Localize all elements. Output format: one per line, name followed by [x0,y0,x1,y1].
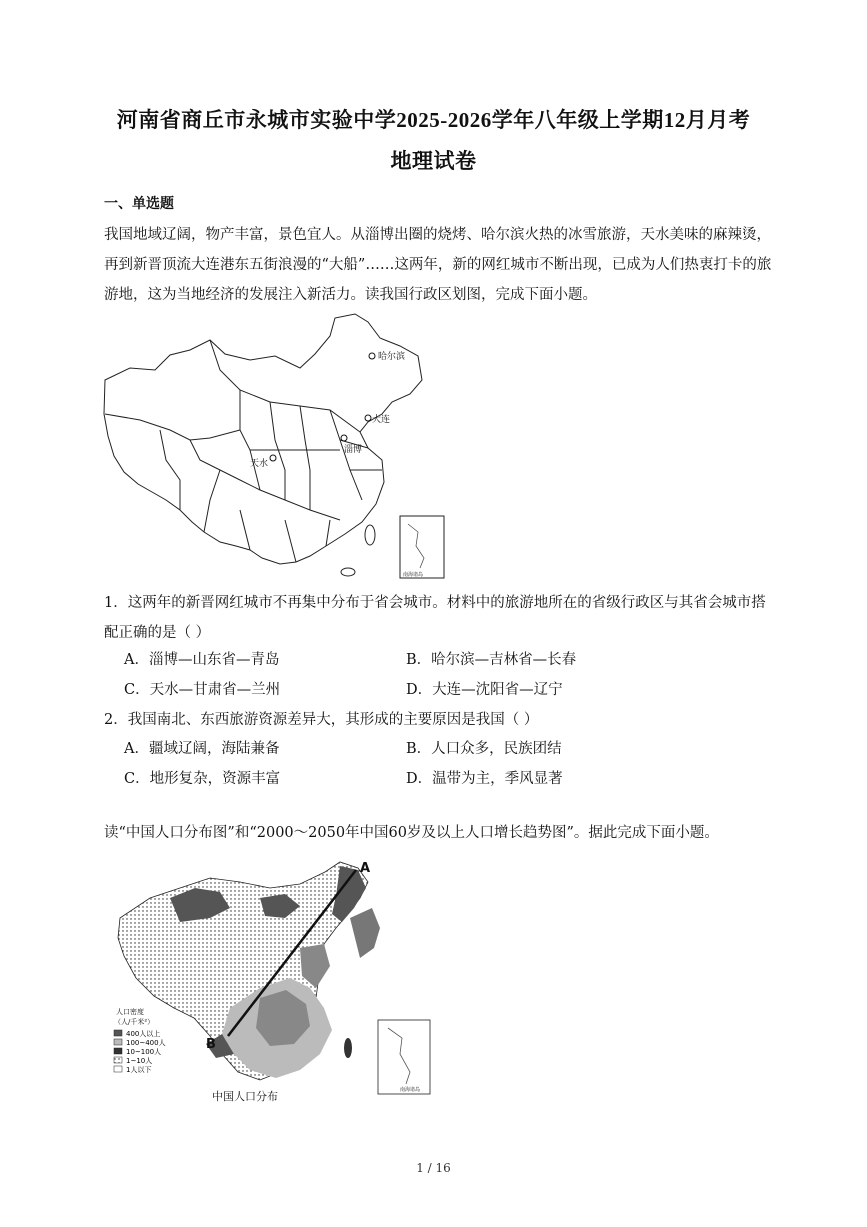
map2-legend-title: 人口密度 [116,1008,144,1016]
map2-point-a: A [360,861,371,876]
question-1-option-c: C．天水—甘肃省—兰州 [124,682,281,698]
question-2-option-c: C．地形复杂，资源丰富 [124,771,281,787]
question-1-option-b: B．哈尔滨—吉林省—长春 [406,652,577,668]
map1-label-tianshui: 天水 [250,459,269,469]
map2-point-b: B [206,1037,216,1052]
map2-caption: 中国人口分布 [212,1090,278,1103]
map1-label-dalian: 大连 [372,415,391,425]
map1-label-zibo: 淄博 [344,445,363,455]
page-number: 1 / 16 [416,1161,451,1175]
legend-item-3: 10~100人 [126,1048,162,1056]
material-paragraph-1: 我国地域辽阔，物产丰富，景色宜人。从淄博出圈的烧烤、哈尔滨火热的冰雪旅游，天水美味的麻辣烫，再到新晋顶流大连港东五街浪漫的“大船”……这两年，新的网红城市不断出现，已成为人们热衷打卡的旅游地，这为当地经济的发展注入新活力。读我国行政区划图，完成下面小题。 [104,227,772,303]
map2-legend [114,1029,166,1074]
legend-item-4: 1~10人 [126,1057,153,1065]
question-2-stem: 2．我国南北、东西旅游资源差异大，其形成的主要原因是我国（ ） [104,712,539,728]
map1-inset-label: 南海诸岛 [403,572,424,578]
question-1-stem: 1．这两年的新晋网红城市不再集中分布于省会城市。材料中的旅游地所在的省级行政区与其省会城市搭配正确的是（ ） [104,595,766,641]
section-heading: 一、单选题 [104,196,174,212]
question-1-option-d: D．大连—沈阳省—辽宁 [406,682,563,698]
map1-label-harbin: 哈尔滨 [378,352,406,362]
legend-item-2: 100~400人 [126,1039,166,1047]
material-paragraph-2: 读“中国人口分布图”和“2000～2050年中国60岁及以上人口增长趋势图”。据此完成下面小题。 [104,825,719,841]
legend-item-5: 1人以下 [126,1066,152,1074]
legend-item-1: 400人以上 [126,1030,161,1038]
china-administrative-map [100,310,448,584]
map2-inset-label: 南海诸岛 [400,1087,421,1093]
document-title-line2: 地理试卷 [390,149,477,173]
question-2-option-a: A．疆域辽阔，海陆兼备 [124,741,280,757]
question-2-option-d: D．温带为主，季风显著 [406,771,563,787]
question-2-option-b: B．人口众多，民族团结 [406,741,562,757]
question-1-option-a: A．淄博—山东省—青岛 [124,652,280,668]
map2-legend-unit: （人/千米²） [114,1018,155,1026]
document-title-line1: 河南省商丘市永城市实验中学2025-2026学年八年级上学期12月月考 [116,108,751,132]
china-population-map [110,858,446,1108]
